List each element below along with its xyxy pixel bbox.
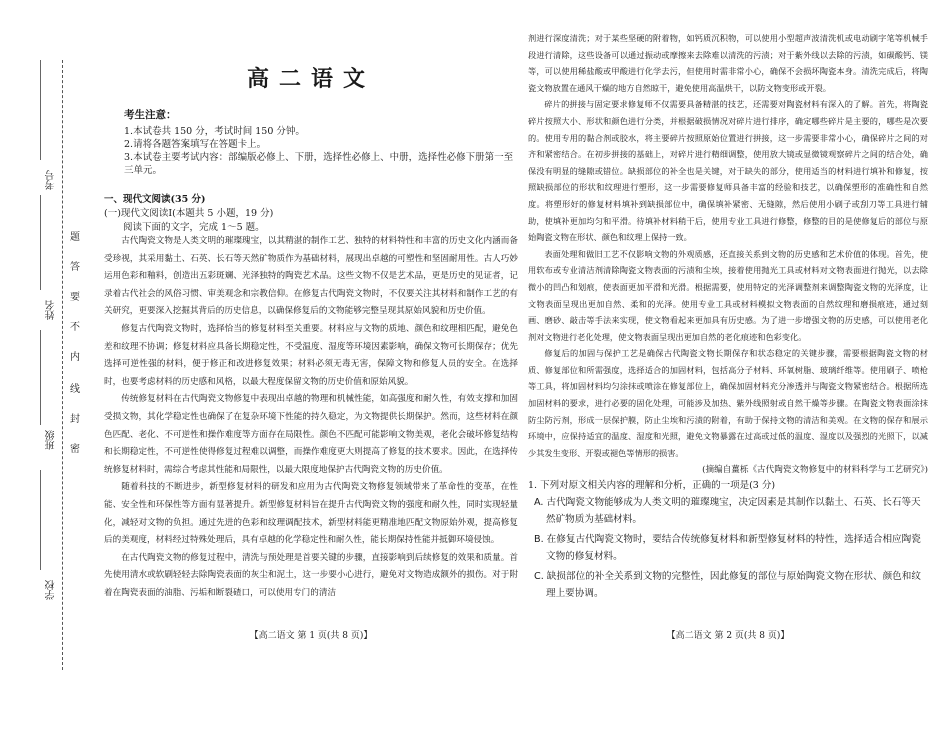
- page-1: [104, 20, 518, 602]
- name-label: 姓名: [46, 300, 57, 320]
- seal-char: 封: [70, 414, 80, 425]
- seal-char: 要: [70, 292, 80, 303]
- binding-margin: [0, 0, 105, 740]
- article-paragraph: 碎片的拼接与固定要求修复师不仅需要具备精湛的技艺，还需要对陶瓷材料有深入的了解。首先，将陶瓷碎片按照大小、形状和颜色进行分类，并根据破损情况对碎片进行排序，确定哪些碎片是主要的，哪些是次要的。使用专用的黏合剂或胶水，将主要碎片按照原始位置进行拼接，这一步需要非常小心，确保碎片之间的对齐和紧密结合。在初步拼接的基础上，对碎片进行精细调整，使用放大镜或显微镜观察碎片之间的结合处，确保没有明显的缝隙或错位。缺损部位的补全也是关键，对于缺失的部分，使用适当的材料进行填补和修复，按照缺损部位的形状和纹理进行塑形，这一步需要修复师具备丰富的经验和技艺，以确保塑形的准确性和自然度。将塑形好的修复材料填补到缺损部位中，确保填补紧密、无缝隙，然后使用小刷子或刮刀等工具进行辅助，使填补更加均匀和平滑。待填补材料稍干后，使用专业工具进行修整，修整的目的是使修复后的部位与原始陶瓷文物在形状、颜色和纹理上保持一致。: [528, 99, 928, 243]
- option-c: C. 缺损部位的补全关系到文物的完整性，因此修复的部位与原始陶瓷文物在形状、颜色和纹理上要协调。: [534, 571, 921, 600]
- section-heading: 一、现代文阅读(35 分): [104, 194, 206, 205]
- notice-item: 3.本试卷主要考试内容：部编版必修上、下册，选择性必修上、中册，选择性必修下册第一至三单元。: [124, 152, 514, 176]
- seal-char: 题: [70, 232, 80, 243]
- name-blank: [40, 195, 41, 290]
- article-paragraph: 剂进行深度清洗；对于某些坚硬的附着物，如钙质沉积物，可以使用小型超声波清洗机或电动刷字笔等机械手段进行清除，这些设备可以通过振动或摩擦来去除难以清洗的污渍；对于紫外线以去除的污渍，如碳酸钙、镁等，可以使用稀盐酸或甲酸进行化学去污，但使用时需非常小心，确保不会损坏陶瓷本身。清洗完成后，将陶瓷文物放置在通风干燥的地方自然晾干，避免使用高温烘干，以防文物变形或开裂。: [528, 33, 928, 93]
- school-blank: [40, 470, 41, 570]
- article-page-2: [528, 30, 928, 461]
- article-paragraph: 在古代陶瓷文物的修复过程中，清洗与预处理是首要关键的步骤，直接影响到后续修复的效果和质量。首先使用清水或软刷轻轻去除陶瓷表面的灰尘和泥土，这一步要小心进行，避免对文物造成额外的损伤。对于附着在陶瓷表面的油脂、污垢和断裂碴口，可以使用专门的清洁: [104, 552, 518, 598]
- article-page-1: [104, 233, 518, 602]
- article-paragraph: 修复古代陶瓷文物时，选择恰当的修复材料至关重要。材料应与文物的质地、颜色和纹理相匹配，避免色差和纹理不协调；修复材料应具备长期稳定性，不受温度、湿度等环境因素影响，确保文物可长期保存；优先选择可逆性强的材料，便于修正和改进修复效果；材料必须无毒无害，保障文物和修复人员的安全。在选择时，也要考虑材料的历史感和风格，以最大程度保留文物的历史价值和原始风貌。: [104, 323, 518, 387]
- article-paragraph: 古代陶瓷文物是人类文明的璀璨瑰宝，以其精湛的制作工艺、独特的材料特性和丰富的历史文化内涵而备受珍视，其采用黏土、石英、长石等天然矿物质作为基础材料，展现出卓越的可塑性和坚固耐用性。古人巧妙运用色彩和釉料，创造出五彩斑斓、光泽独特的陶瓷艺术品。这些文物不仅是艺术品，更是历史的见证者，记录着古代社会的风俗习惯、审美观念和宗教信仰。在修复古代陶瓷文物时，不仅要关注其材料和制作工艺的有关研究，更要深入挖掘其背后的历史信息，以确保修复后的文物能够完整呈现其原始风貌和历史价值。: [104, 236, 518, 317]
- class-blank: [40, 330, 41, 425]
- page-2: [528, 30, 928, 605]
- seal-char: 答: [70, 262, 80, 273]
- seal-char: 不: [70, 322, 80, 333]
- seal-char: 密: [70, 444, 80, 455]
- question-stem: 1. 下列对原文相关内容的理解和分析，正确的一项是(3 分): [528, 480, 776, 492]
- seal-char: 线: [70, 384, 80, 395]
- article-paragraph: 随着科技的不断进步，新型修复材料的研发和应用为古代陶瓷文物修复领域带来了革命性的变革，在性能、安全性和环保性等方面有显著提升。新型修复材料旨在提升古代陶瓷文物的强度和耐久性，同时实现轻量化，减轻对文物的负担。通过先进的色彩和纹理调配技术，新型材料能更精准地匹配文物原始外观，提高修复后的美观度，材料经过特殊处理后，具有卓越的化学稳定性和耐久性，能长期保持性能并抵御环境侵蚀。: [104, 482, 518, 546]
- exam-title: 高二语文: [246, 66, 375, 92]
- page-footer-right: 【高二语文 第 2 页(共 8 页)】: [666, 631, 790, 641]
- article-paragraph: 表面处理和做旧工艺不仅影响文物的外观质感，还直接关系到文物的历史感和艺术价值的体现。首先，使用软布或专业清洁剂清除陶瓷文物表面的污渍和尘埃，接着使用抛光工具或材料对文物表面进行抛光，以去除微小的凹凸和划痕，使表面更加平滑和光滑。根据需要，使用特定的光泽调整剂来调整陶瓷文物的光泽度，让文物表面呈现出更加自然、柔和的光泽。使用专业工具或材料模拟文物表面的自然纹理和磨损痕迹，通过刻画、磨砂、敲击等手法来实现，使文物看起来更加具有历史感。为了进一步增强文物的历史感，可以使用老化剂对文物进行老化处理，使文物表面呈现出更加自然的老化痕迹和色彩变化。: [528, 248, 928, 342]
- article-paragraph: 传统修复材料在古代陶瓷文物修复中表现出卓越的物理和机械性能，如高强度和耐久性，有效支撑和加固受损文物，其化学稳定性也确保了在复杂环境下性能的持久稳定，为文物提供长期保护。然而，这些材料在颜色匹配、老化、不可逆性和操作难度等方面存在局限性。颜色不匹配可能影响文物美观，老化会破坏修复结构和长期稳定性，不可逆性使得修复过程难以调整，而操作难度更大则提高了修复的技术要求。因此，在选择传统修复材料时，需综合考虑其性能和局限性，以最大限度地保护古代陶瓷文物的历史价值。: [104, 394, 518, 475]
- option-b: B. 在修复古代陶瓷文物时，要结合传统修复材料和新型修复材料的特性，选择适合相应陶瓷文物的修复材料。: [534, 534, 921, 563]
- option-a: A. 古代陶瓷文物能够成为人类文明的璀璨瑰宝，决定因素是其制作以黏土、石英、长石等天然矿物质为基础材料。: [534, 497, 921, 526]
- notice-item: 1.本试卷共 150 分，考试时间 150 分钟。: [124, 126, 305, 137]
- seal-char: 内: [70, 352, 80, 363]
- class-label: 班级: [46, 430, 57, 450]
- notice-box: [124, 109, 518, 177]
- exam-no-blank: [40, 60, 41, 160]
- seal-line: [62, 60, 63, 670]
- notice-heading: 考生注意：: [124, 109, 177, 121]
- article-paragraph: 修复后的加固与保护工艺是确保古代陶瓷文物长期保存和状态稳定的关键步骤，需要根据陶瓷文物的材质、修复部位和所需强度，选择适合的加固材料，包括高分子材料、环氧树脂、玻璃纤维等。使用刷子、喷枪等工具，将加固材料均匀涂抹或喷涂在修复部位上，确保加固材料充分渗透并与陶瓷文物紧密结合。根据所选加固材料的要求，进行必要的固化处理，可能涉及加热、紫外线照射或自然干燥等步骤。在陶瓷文物表面涂抹防尘防污剂，形成一层保护膜，防止尘埃和污渍的附着，有助于保持文物的清洁和美观。在文物的保存和展示环境中，应保持适宜的温度、湿度和光照，避免文物暴露在过高或过低的温度、湿度以及强烈的光照下，以减少其发生变形、开裂或褪色等情形的损害。: [528, 348, 928, 458]
- exam-no-label: 考号: [46, 170, 57, 190]
- school-label: 学校: [46, 580, 57, 600]
- instruction: 阅读下面的文字，完成 1～5 题。: [123, 222, 265, 233]
- page-footer-left: 【高二语文 第 1 页(共 8 页)】: [249, 631, 373, 641]
- notice-item: 2.请将各题答案填写在答题卡上。: [124, 139, 267, 150]
- source-citation: (摘编自薑栎《古代陶瓷文物修复中的材料科学与工艺研究》): [702, 465, 928, 476]
- subsection-heading: (一)现代文阅读Ⅰ(本题共 5 小题，19 分): [104, 208, 274, 219]
